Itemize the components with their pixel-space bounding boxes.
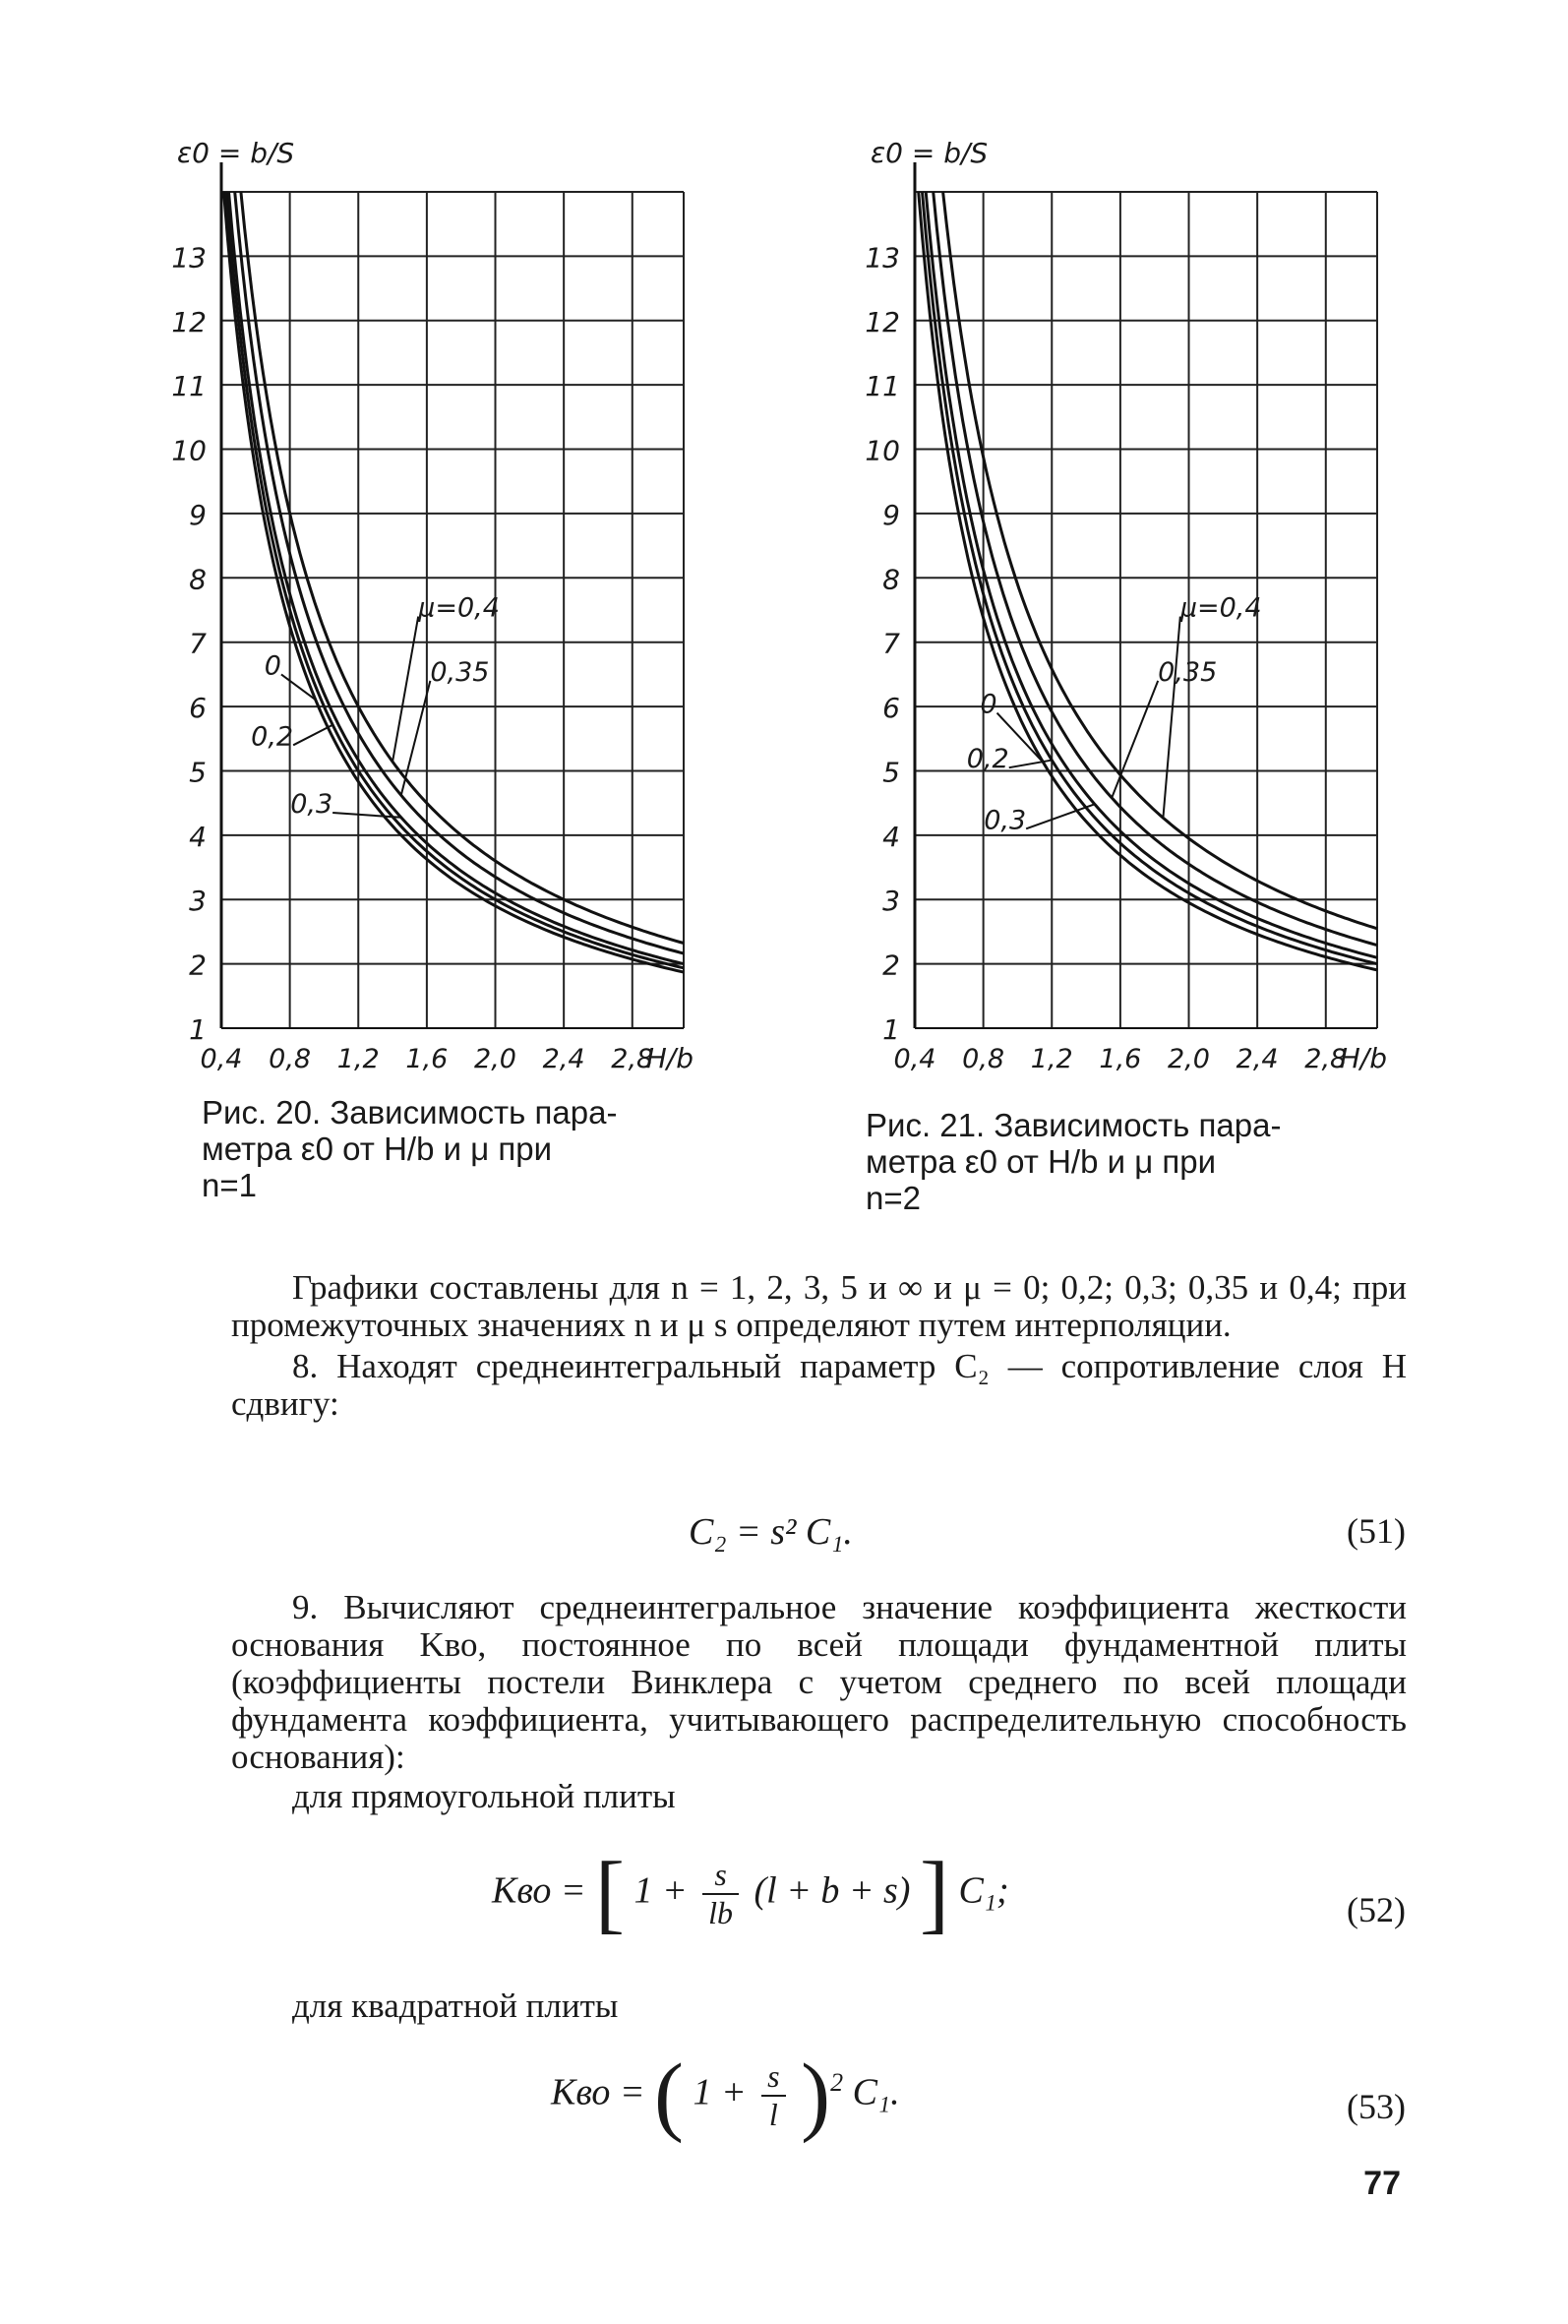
paren-close: ) [801,2047,831,2144]
series-label: μ=0,4 [418,592,500,624]
series-label: 0,2 [251,721,294,753]
series-leader [1026,804,1095,828]
series-label: 0,35 [430,656,490,688]
y-tick-label: 1 [189,1013,207,1046]
y-tick-label: 12 [171,305,207,338]
x-tick-label: 2,0 [1168,1044,1210,1074]
y-tick-label: 2 [189,948,207,982]
fraction [761,2058,785,2133]
x-axis-label: H/b [645,1042,694,1074]
caption-line: Рис. 21. Зависимость пара- [866,1107,1282,1143]
x-tick-label: 1,6 [405,1044,449,1074]
series-line-1 [226,192,684,968]
series-label: 0,2 [966,744,1009,775]
y-tick-label: 2 [882,948,900,982]
fraction [702,1857,739,1931]
equation-52 [492,1845,1009,1942]
y-tick-label: 10 [865,434,900,467]
y-tick-label: 11 [171,370,207,403]
eq-lhs: Kво = [492,1869,586,1912]
body-block-2 [231,1589,1407,1815]
y-tick-label: 11 [865,370,900,403]
y-tick-label: 5 [189,756,207,789]
series-label: μ=0,4 [1179,592,1262,624]
equation-number: (53) [1347,2087,1406,2126]
eq-term: 1 + [693,2071,747,2113]
y-tick-label: 6 [882,692,900,725]
x-tick-label: 1,2 [1030,1044,1073,1074]
page-number: 77 [1363,2165,1401,2202]
x-tick-label: 0,8 [269,1044,312,1074]
paragraph: для прямоугольной плиты [292,1777,676,1815]
caption-fig20 [202,1094,713,1203]
eq-term: C₁. [852,2071,900,2113]
body-block-1 [231,1269,1407,1423]
y-tick-label: 10 [171,434,207,467]
x-tick-label: 0,8 [962,1044,1005,1074]
paragraph: для квадратной плиты [292,1987,619,2025]
y-tick-label: 3 [882,885,900,918]
caption-line: n=1 [202,1167,257,1203]
exponent: 2 [830,2068,844,2098]
y-tick-label: 5 [882,756,900,789]
y-tick-label: 9 [882,498,900,531]
x-tick-label: 2,4 [1236,1044,1279,1074]
x-tick-label: 0,4 [893,1044,936,1074]
caption-fig21 [866,1107,1387,1216]
paragraph: 8. Находят среднеинтегральный параметр C₂ — сопротивление слоя H сдвигу: [231,1347,1407,1423]
caption-line: метра ε0 от H/b и μ при [866,1143,1217,1180]
y-tick-label: 7 [189,627,207,660]
numerator: s [702,1857,739,1895]
series-label: 0 [980,689,997,720]
series-label: 0 [264,650,281,682]
series-label: 0,3 [290,788,333,820]
series-leader [293,725,332,746]
y-tick-label: 4 [882,820,900,853]
caption-line: n=2 [866,1180,921,1216]
paren-open: ( [653,2047,684,2144]
series-line-3 [235,192,684,953]
equation-number: (52) [1347,1890,1406,1929]
y-tick-label: 7 [882,627,900,660]
bracket-open: [ [594,1845,625,1942]
chart-fig20 [148,138,738,1082]
y-axis-label: ε0 = b/S [177,137,295,169]
x-tick-label: 2,0 [474,1044,516,1074]
y-tick-label: 13 [865,241,900,275]
eq-term: 1 + [633,1869,688,1912]
equation-53 [551,2047,900,2144]
caption-line: метра ε0 от H/b и μ при [202,1131,553,1167]
x-tick-label: 2,8 [611,1044,654,1074]
y-tick-label: 13 [171,241,207,275]
x-tick-label: 1,2 [336,1044,380,1074]
eq-term: (l + b + s) [754,1869,911,1912]
paragraph: Графики составлены для n = 1, 2, 3, 5 и ∞ и μ = 0; 0,2; 0,3; 0,35 и 0,4; при промежуточных значениях n и μ s определяют путем интерполяции. [231,1268,1407,1344]
equation-number: (51) [1347,1511,1406,1551]
y-tick-label: 1 [882,1013,900,1046]
y-tick-label: 3 [189,885,207,918]
series-label: 0,35 [1158,656,1218,688]
denominator: lb [708,1895,734,1930]
caption-line: Рис. 20. Зависимость пара- [202,1094,618,1131]
y-tick-label: 9 [189,498,207,531]
numerator: s [761,2058,785,2097]
chart-fig21 [841,138,1431,1082]
series-line-0 [224,192,685,972]
eq-lhs: Kво = [551,2071,645,2113]
denominator: l [768,2097,778,2132]
series-label: 0,3 [984,805,1027,836]
series-line-2 [926,192,1377,957]
y-tick-label: 6 [189,692,207,725]
x-tick-label: 0,4 [200,1044,243,1074]
y-tick-label: 8 [882,563,900,596]
y-tick-label: 8 [189,563,207,596]
eq-term: C₁; [958,1869,1009,1912]
body-block-3 [231,1988,1407,2025]
y-tick-label: 4 [189,820,207,853]
x-tick-label: 1,6 [1099,1044,1142,1074]
y-tick-label: 12 [865,305,900,338]
x-tick-label: 2,4 [542,1044,585,1074]
x-axis-label: H/b [1339,1042,1387,1074]
y-axis-label: ε0 = b/S [871,137,989,169]
series-leader [1163,617,1179,819]
series-line-4 [241,192,684,944]
equation-51: C₂ = s² C₁. [689,1511,853,1553]
paragraph: 9. Вычисляют среднеинтегральное значение коэффициента жесткости основания Kво, постоянное по всей площади фундаментной плиты (коэффициенты постели Винклера с учетом среднего по всей площади фундамента коэффициента, учитывающего распределительную способность основания): [231,1588,1407,1776]
bracket-close: ] [919,1845,949,1942]
series-leader [1112,681,1158,798]
x-tick-label: 2,8 [1304,1044,1348,1074]
